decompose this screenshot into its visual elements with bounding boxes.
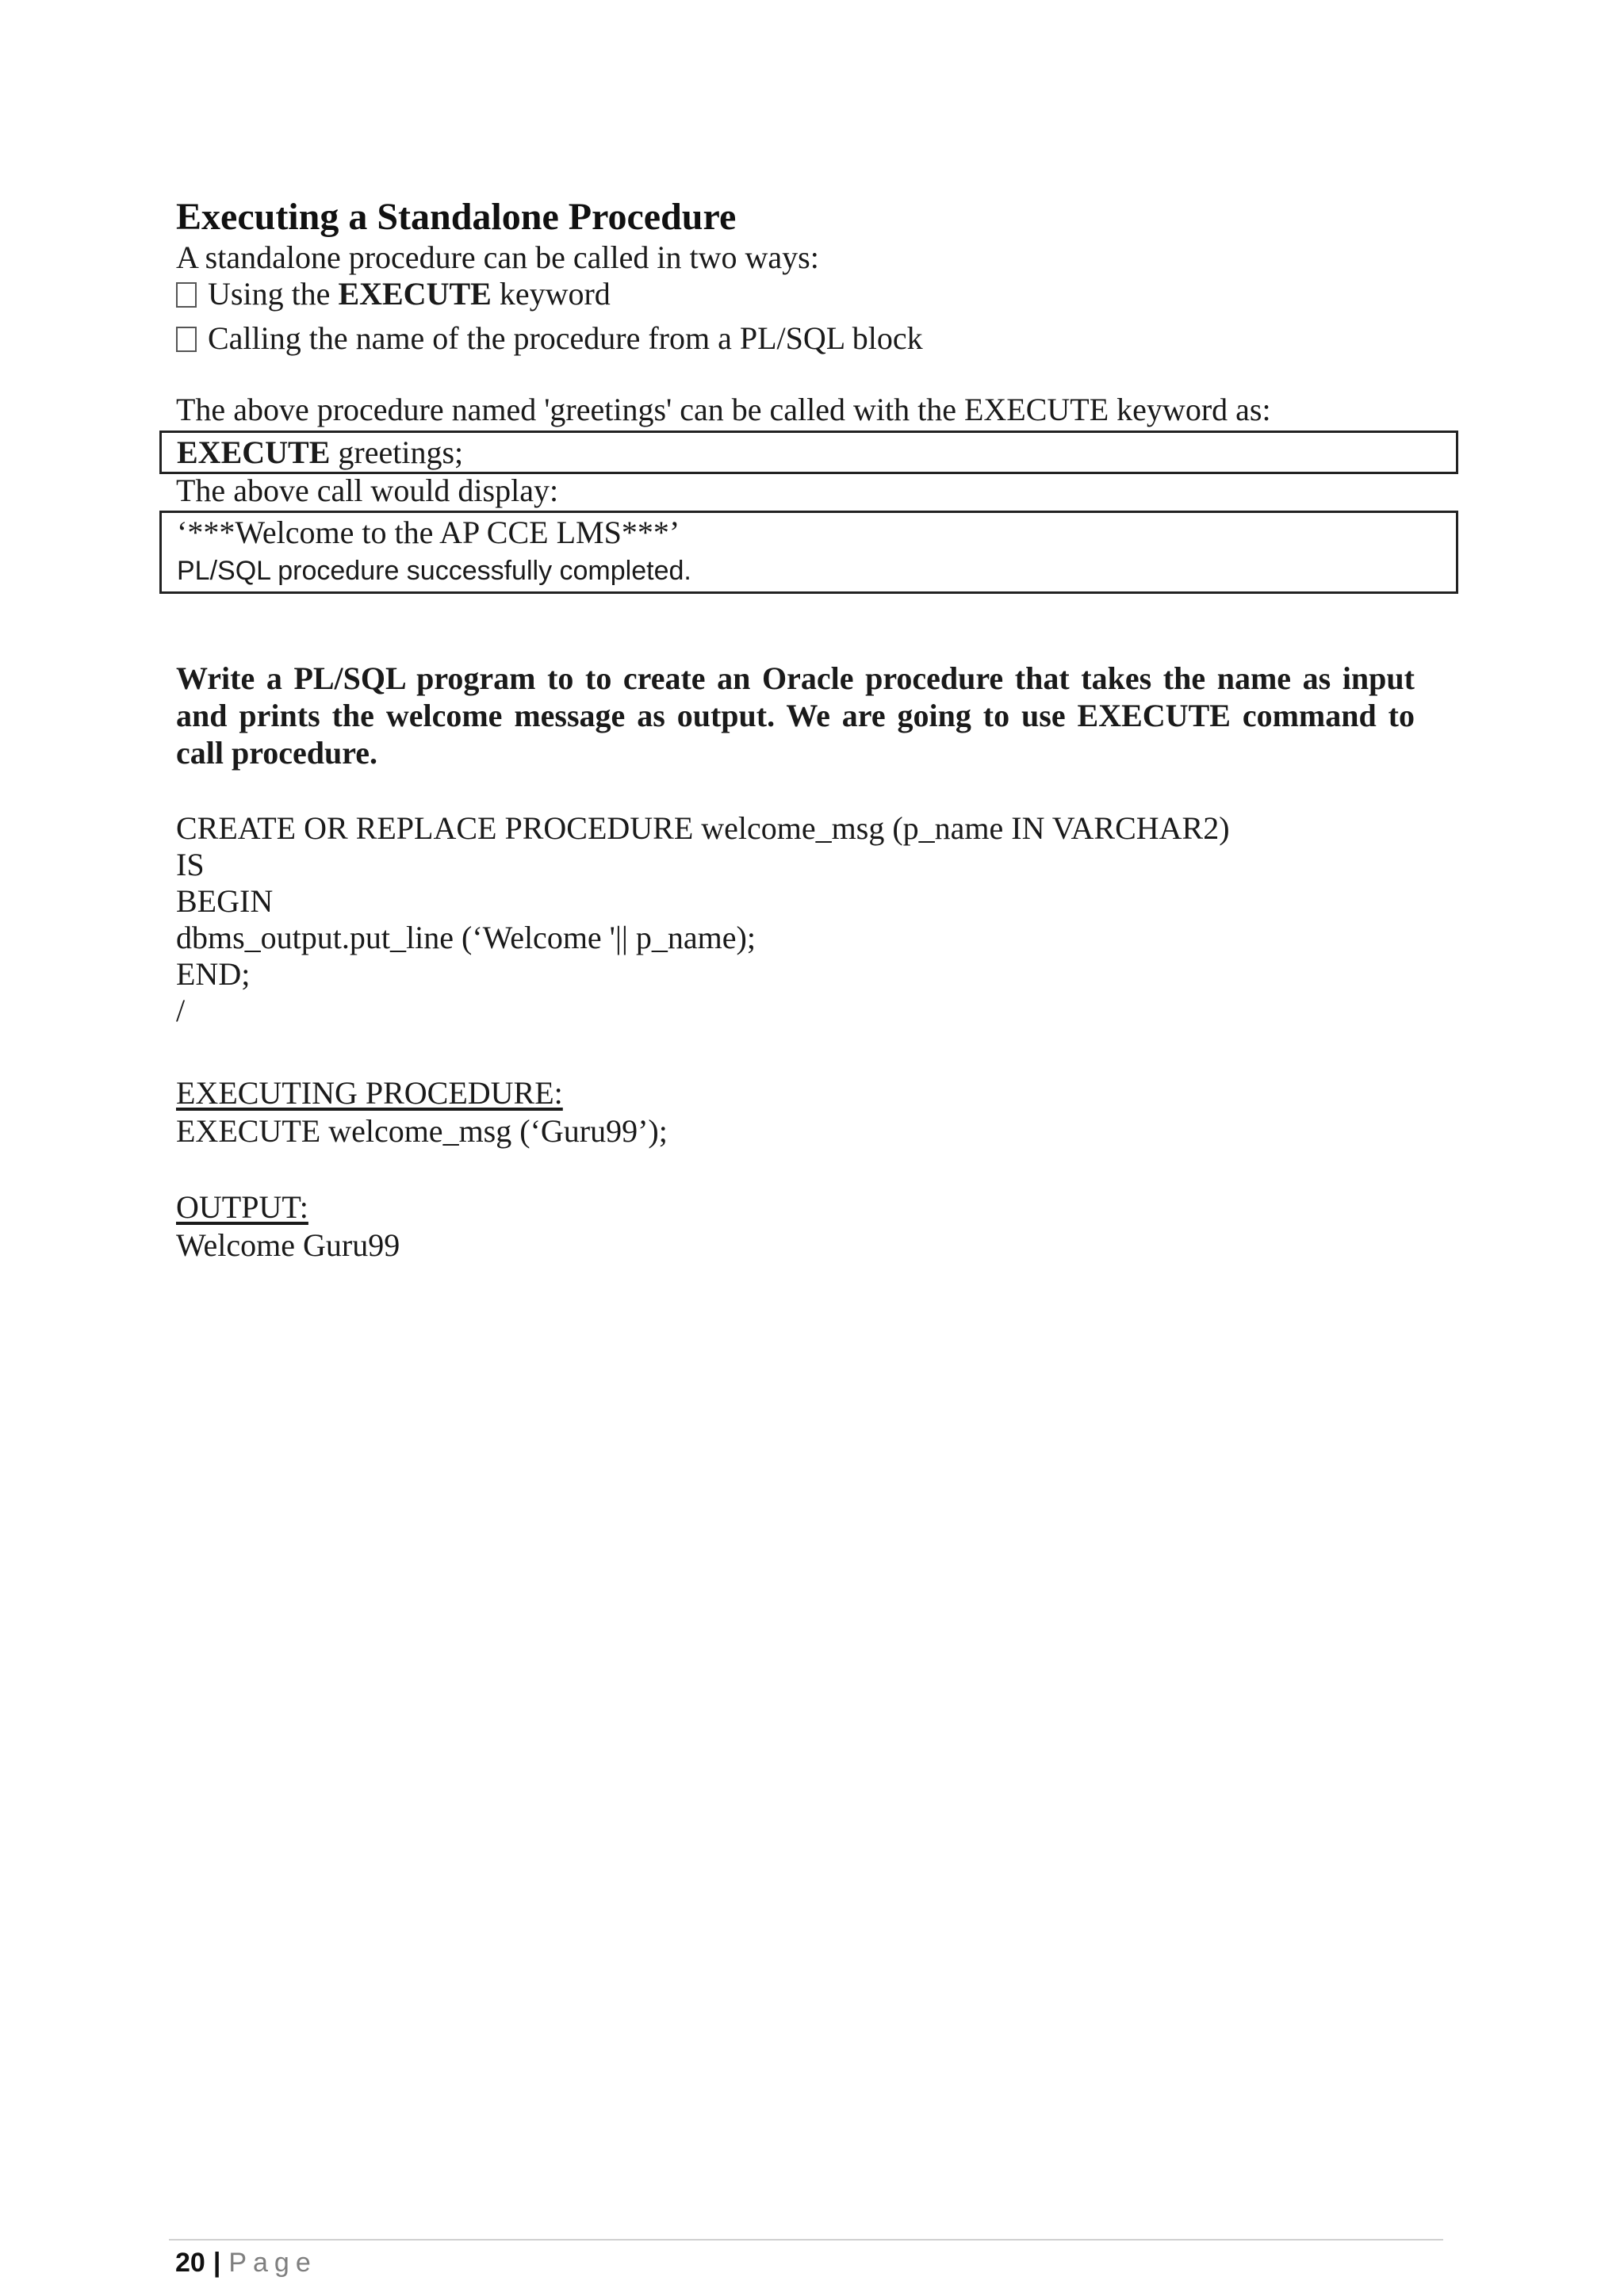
- bullet-item-calling: [176, 320, 923, 357]
- code-line: END;: [176, 956, 251, 992]
- code-line: dbms_output.put_line (‘Welcome '|| p_name);: [176, 920, 756, 955]
- bullet-suffix: keyword: [491, 276, 611, 312]
- display-text: The above call would display:: [176, 473, 559, 508]
- code-line: IS: [176, 847, 205, 882]
- bullet-item-execute: [176, 276, 611, 312]
- bullet-prefix: Calling the name of the procedure from a PL/SQL block: [208, 320, 923, 356]
- output-box-line2: PL/SQL procedure successfully completed.: [177, 556, 691, 586]
- code-line: /: [176, 993, 186, 1028]
- task-description: Write a PL/SQL program to to create an Oracle procedure that takes the name as input and prints the welcome message as output. We are going to use EXECUTE command to call procedure.: [176, 660, 1415, 771]
- execute-rest: greetings;: [330, 434, 464, 470]
- code-block: [176, 810, 1230, 1029]
- code-line: CREATE OR REPLACE PROCEDURE welcome_msg (p_name IN VARCHAR2): [176, 810, 1230, 846]
- executing-label: EXECUTING PROCEDURE:: [176, 1075, 563, 1111]
- execute-keyword: EXECUTE: [177, 434, 331, 470]
- code-line: BEGIN: [176, 883, 274, 919]
- output-box: [159, 511, 1458, 594]
- execute-code-box: [159, 430, 1458, 474]
- bullet-box-icon: [176, 282, 197, 308]
- bullet-bold: EXECUTE: [338, 276, 492, 312]
- output-label: OUTPUT:: [176, 1189, 308, 1225]
- intro-text: A standalone procedure can be called in two ways:: [176, 239, 819, 275]
- page-footer: [175, 2247, 317, 2279]
- bullet-box-icon: [176, 327, 197, 352]
- above-text: The above procedure named 'greetings' can be called with the EXECUTE keyword as:: [176, 392, 1271, 427]
- page-word: Page: [228, 2248, 317, 2278]
- output-text: Welcome Guru99: [176, 1227, 400, 1263]
- execute-box-line: [177, 434, 463, 471]
- page-number: 20: [175, 2248, 205, 2278]
- footer-divider: [169, 2239, 1443, 2241]
- page-separator: |: [213, 2248, 221, 2278]
- bullet-prefix: Using the: [208, 276, 339, 312]
- output-box-line1: ‘***Welcome to the AP CCE LMS***’: [177, 515, 680, 550]
- executing-command: EXECUTE welcome_msg (‘Guru99’);: [176, 1113, 668, 1149]
- section-heading: Executing a Standalone Procedure: [176, 196, 737, 238]
